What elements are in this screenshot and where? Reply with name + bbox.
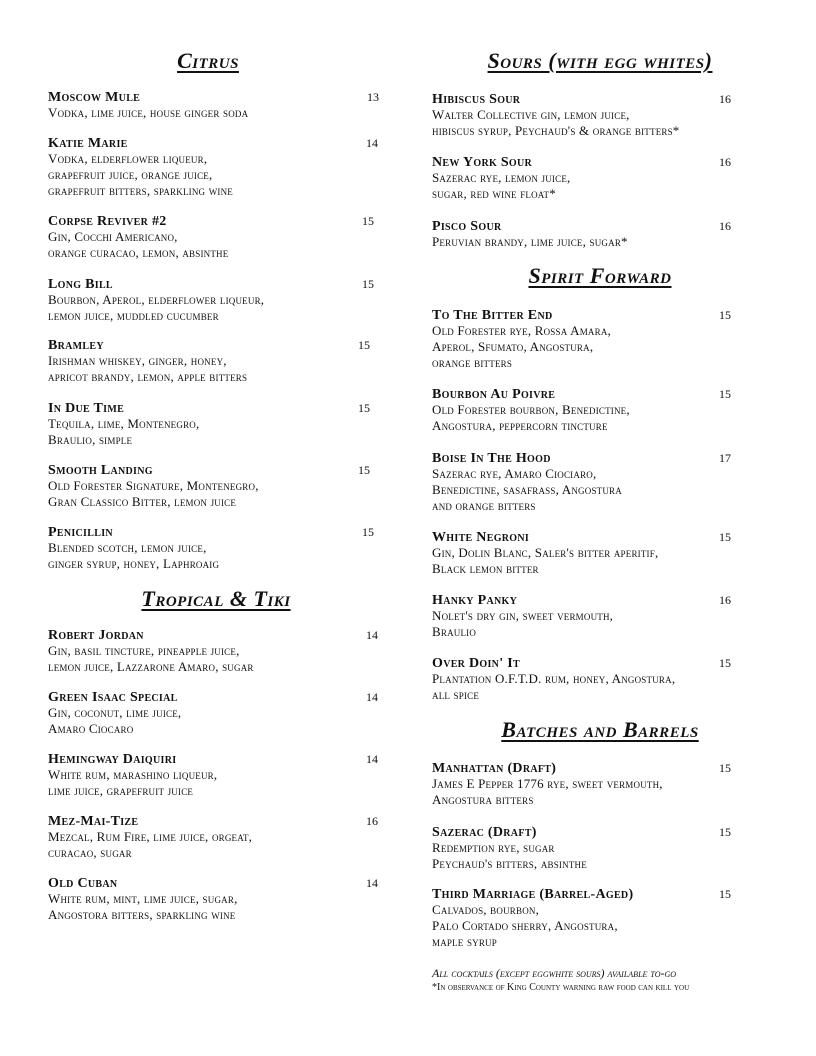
description-line: Angostora bitters, sparkling wine — [48, 907, 236, 922]
item-description — [48, 229, 228, 261]
to-go-note: All cocktails (except eggwhite sours) available to-go — [432, 966, 677, 980]
item-description — [432, 170, 570, 202]
item-description — [48, 105, 248, 121]
item-description — [432, 776, 663, 808]
description-line: Bourbon, Aperol, elderflower liqueur, — [48, 292, 265, 307]
item-name: Smooth Landing — [48, 463, 153, 478]
item-name: Hemingway Daiquiri — [48, 752, 177, 767]
description-line: Tequila, lime, Montenegro, — [48, 416, 200, 431]
item-name: Manhattan (Draft) — [432, 761, 557, 776]
item-description — [432, 234, 628, 250]
description-line: Black lemon bitter — [432, 561, 539, 576]
description-line: Gin, coconut, lime juice, — [48, 705, 182, 720]
description-line: curacao, sugar — [48, 845, 132, 860]
item-description — [48, 151, 233, 199]
description-line: Blended scotch, lemon juice, — [48, 540, 207, 555]
item-price: 15 — [358, 338, 370, 352]
description-line: Nolet's dry gin, sweet vermouth, — [432, 608, 614, 623]
item-price: 14 — [366, 876, 378, 890]
item-name: Boise In The Hood — [432, 451, 551, 466]
heading-citrus: Citrus — [177, 48, 239, 73]
item-description — [48, 540, 219, 572]
description-line: apricot brandy, lemon, apple bitters — [48, 369, 248, 384]
item-description — [48, 705, 181, 737]
item-price: 14 — [366, 752, 378, 766]
raw-food-warning: *In observance of King County warning raw food can kill you — [432, 982, 690, 993]
item-price: 16 — [719, 155, 731, 169]
item-price: 15 — [362, 214, 374, 228]
description-line: Angostura, peppercorn tincture — [432, 418, 608, 433]
description-line: Angostura bitters — [432, 792, 534, 807]
item-price: 14 — [366, 690, 378, 704]
item-price: 16 — [719, 92, 731, 106]
item-description — [48, 292, 264, 324]
item-price: 15 — [719, 308, 731, 322]
item-price: 14 — [366, 628, 378, 642]
description-line: Gin, Cocchi Americano, — [48, 229, 178, 244]
description-line: Benedictine, sasafrass, Angostura — [432, 482, 622, 497]
item-price: 15 — [719, 656, 731, 670]
description-line: orange bitters — [432, 355, 513, 370]
item-name: Sazerac (Draft) — [432, 825, 537, 840]
item-name: Over Doin' It — [432, 656, 520, 671]
item-price: 14 — [366, 136, 378, 150]
item-name: Penicillin — [48, 525, 113, 540]
heading-sours: Sours (with egg whites) — [487, 48, 713, 73]
item-price: 17 — [719, 451, 731, 465]
item-name: Mez-Mai-Tize — [48, 814, 139, 829]
item-name: Hibiscus Sour — [432, 92, 521, 107]
description-line: grapefruit bitters, sparkling wine — [48, 183, 233, 198]
item-name: Long Bill — [48, 277, 113, 292]
description-line: lemon juice, Lazzarone Amaro, sugar — [48, 659, 254, 674]
item-price: 15 — [719, 825, 731, 839]
item-price: 16 — [719, 219, 731, 233]
description-line: Sazerac rye, Amaro Ciociaro, — [432, 466, 597, 481]
item-description — [432, 402, 630, 434]
item-price: 13 — [367, 90, 379, 104]
description-line: Vodka, lime juice, house ginger soda — [48, 105, 249, 120]
item-name: Robert Jordan — [48, 628, 144, 643]
description-line: James E Pepper 1776 rye, sweet vermouth, — [432, 776, 663, 791]
description-line: Amaro Ciocaro — [48, 721, 134, 736]
item-name: Green Isaac Special — [48, 690, 178, 705]
item-name: Hanky Panky — [432, 593, 518, 608]
item-description — [48, 829, 252, 861]
item-description — [432, 545, 658, 577]
description-line: all spice — [432, 687, 480, 702]
heading-spirit-forward: Spirit Forward — [528, 263, 672, 288]
description-line: sugar, red wine float* — [432, 186, 556, 201]
item-name: Katie Marie — [48, 136, 128, 151]
item-name: Bramley — [48, 338, 104, 353]
item-price: 15 — [362, 277, 374, 291]
description-line: Braulio — [432, 624, 477, 639]
description-line: Gran Classico Bitter, lemon juice — [48, 494, 237, 509]
description-line: Peychaud's bitters, absinthe — [432, 856, 587, 871]
description-line: Gin, Dolin Blanc, Saler's bitter aperitif, — [432, 545, 659, 560]
description-line: Walter Collective gin, lemon juice, — [432, 107, 630, 122]
description-line: Palo Cortado sherry, Angostura, — [432, 918, 618, 933]
item-description — [432, 840, 587, 872]
item-description — [48, 353, 247, 385]
description-line: White rum, marashino liqueur, — [48, 767, 218, 782]
item-description — [432, 323, 611, 371]
item-name: White Negroni — [432, 530, 530, 545]
description-line: grapefruit juice, orange juice, — [48, 167, 213, 182]
description-line: Braulio, simple — [48, 432, 133, 447]
description-line: Old Forester rye, Rossa Amara, — [432, 323, 611, 338]
description-line: Gin, basil tincture, pineapple juice, — [48, 643, 240, 658]
description-line: ginger syrup, honey, Laphroaig — [48, 556, 220, 571]
item-description — [432, 608, 613, 640]
description-line: Old Forester bourbon, Benedictine, — [432, 402, 630, 417]
item-price: 15 — [358, 401, 370, 415]
item-price: 15 — [362, 525, 374, 539]
description-line: maple syrup — [432, 934, 497, 949]
description-line: Old Forester Signature, Montenegro, — [48, 478, 259, 493]
item-price: 15 — [358, 463, 370, 477]
item-description — [432, 902, 618, 950]
description-line: Irishman whiskey, ginger, honey, — [48, 353, 227, 368]
description-line: Redemption rye, sugar — [432, 840, 555, 855]
item-name: In Due Time — [48, 401, 125, 416]
item-name: New York Sour — [432, 155, 533, 170]
description-line: Peruvian brandy, lime juice, sugar* — [432, 234, 628, 249]
description-line: Calvados, bourbon, — [432, 902, 540, 917]
item-description — [432, 107, 680, 139]
heading-batches-barrels: Batches and Barrels — [501, 717, 699, 742]
description-line: lime juice, grapefruit juice — [48, 783, 194, 798]
item-description — [48, 643, 254, 675]
item-description — [432, 671, 675, 703]
description-line: orange curacao, lemon, absinthe — [48, 245, 229, 260]
item-name: To The Bitter End — [432, 308, 553, 323]
item-description — [48, 767, 217, 799]
item-price: 16 — [719, 593, 731, 607]
item-description — [48, 416, 199, 448]
description-line: lemon juice, muddled cucumber — [48, 308, 219, 323]
item-name: Moscow Mule — [48, 90, 141, 105]
item-name: Bourbon Au Poivre — [432, 387, 556, 402]
description-line: Mezcal, Rum Fire, lime juice, orgeat, — [48, 829, 253, 844]
item-description — [48, 478, 259, 510]
description-line: and orange bitters — [432, 498, 536, 513]
description-line: Aperol, Sfumato, Angostura, — [432, 339, 594, 354]
item-description — [48, 891, 238, 923]
description-line: Vodka, elderflower liqueur, — [48, 151, 208, 166]
item-price: 15 — [719, 887, 731, 901]
description-line: Plantation O.F.T.D. rum, honey, Angostura, — [432, 671, 676, 686]
item-name: Old Cuban — [48, 876, 118, 891]
item-name: Pisco Sour — [432, 219, 502, 234]
description-line: White rum, mint, lime juice, sugar, — [48, 891, 238, 906]
item-price: 15 — [719, 761, 731, 775]
heading-tropical-tiki: Tropical & Tiki — [141, 586, 291, 611]
item-description — [432, 466, 622, 514]
item-name: Third Marriage (Barrel-Aged) — [432, 887, 634, 902]
item-price: 15 — [719, 387, 731, 401]
item-price: 15 — [719, 530, 731, 544]
description-line: hibiscus syrup, Peychaud's & orange bitters* — [432, 123, 680, 138]
description-line: Sazerac rye, lemon juice, — [432, 170, 571, 185]
item-name: Corpse Reviver #2 — [48, 214, 167, 229]
item-price: 16 — [366, 814, 378, 828]
